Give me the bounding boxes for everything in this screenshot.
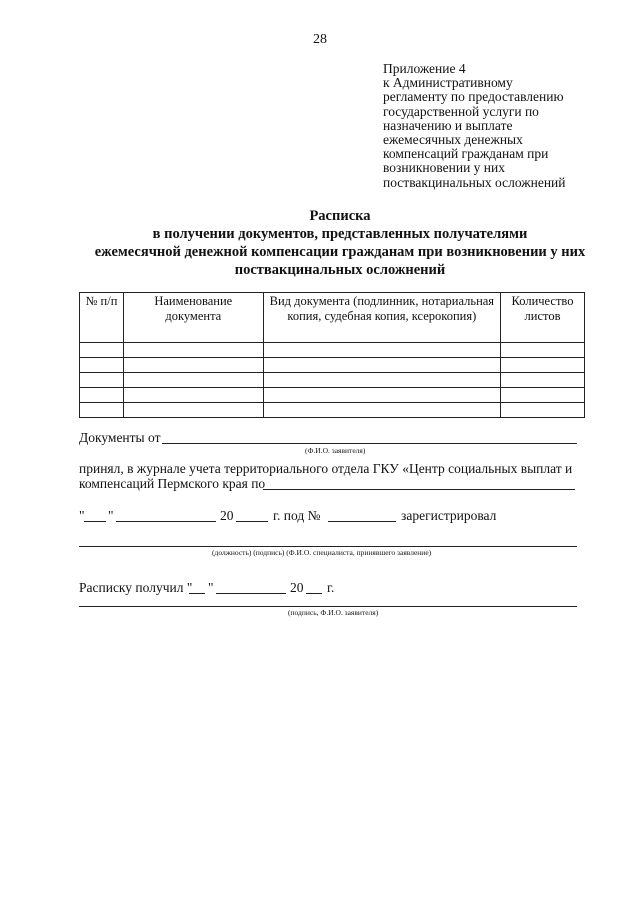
receipt-g: г. [327, 580, 335, 595]
accepted-text-line2: компенсаций Пермского края по [79, 476, 266, 491]
table-row[interactable] [80, 388, 585, 403]
column-header-doc-name: Наименование документа [123, 293, 263, 343]
list-field[interactable] [263, 489, 575, 490]
table-cell[interactable] [263, 373, 500, 388]
month-field[interactable] [116, 521, 216, 522]
specialist-caption: (должность) (подпись) (Ф.И.О. специалиста, принявшего заявление) [212, 548, 432, 557]
column-header-number: № п/п [80, 293, 124, 343]
table-cell[interactable] [263, 343, 500, 358]
table-cell[interactable] [123, 358, 263, 373]
day-field[interactable] [84, 521, 106, 522]
column-header-sheet-count: Количество листов [501, 293, 585, 343]
appendix-line: поствакцинальных осложнений [383, 174, 566, 190]
receipt-day-field[interactable] [189, 593, 205, 594]
table-cell[interactable] [123, 388, 263, 403]
appendix-line: ежемесячных денежных [383, 132, 523, 148]
date-quote-close: " [108, 508, 114, 523]
title-line: ежемесячной денежной компенсации гражданам при возникновении у них [94, 244, 586, 260]
document-title [60, 207, 620, 279]
year-prefix: 20 [220, 508, 234, 523]
table-cell[interactable] [80, 358, 124, 373]
table-cell[interactable] [501, 403, 585, 418]
applicant-name-field[interactable] [162, 443, 577, 444]
accepted-text-line1: принял, в журнале учета территориального отдела ГКУ «Центр социальных выплат и [79, 461, 573, 476]
specialist-signature-field[interactable] [79, 546, 577, 547]
date-quote-open: " [79, 508, 85, 523]
documents-from-label: Документы от [79, 430, 161, 445]
table-cell[interactable] [501, 388, 585, 403]
receipt-year-field[interactable] [306, 593, 322, 594]
registered-label: зарегистрировал [401, 508, 497, 523]
table-cell[interactable] [123, 403, 263, 418]
appendix-line: Приложение 4 [383, 61, 466, 76]
page-number: 28 [313, 32, 327, 47]
applicant-caption: (Ф.И.О. заявителя) [305, 446, 366, 455]
table-cell[interactable] [80, 343, 124, 358]
year-suffix-number-label: г. под № [273, 508, 321, 523]
title-heading: Расписка [309, 208, 371, 224]
title-line: в получении документов, представленных получателями [152, 226, 528, 242]
column-header-doc-type: Вид документа (подлинник, нотариальная копия, судебная копия, ксерокопия) [263, 293, 500, 343]
table-cell[interactable] [501, 358, 585, 373]
table-cell[interactable] [123, 343, 263, 358]
year-field[interactable] [236, 521, 268, 522]
appendix-line: регламенту по предоставлению [383, 89, 564, 105]
receipt-month-field[interactable] [216, 593, 286, 594]
appendix-line: к Административному [383, 75, 513, 91]
table-cell[interactable] [80, 373, 124, 388]
receipt-year-prefix: 20 [290, 580, 304, 595]
table-cell[interactable] [263, 358, 500, 373]
appendix-line: возникновении у них [383, 160, 506, 176]
table-row[interactable] [80, 403, 585, 418]
table-row[interactable] [80, 358, 585, 373]
table-row[interactable] [80, 343, 585, 358]
table-row[interactable] [80, 373, 585, 388]
table-cell[interactable] [80, 403, 124, 418]
appendix-line: назначению и выплате [383, 117, 513, 133]
table-cell[interactable] [80, 388, 124, 403]
table-cell[interactable] [263, 403, 500, 418]
appendix-note [383, 62, 623, 190]
documents-table [79, 292, 585, 418]
title-line: поствакцинальных осложнений [234, 262, 446, 278]
table-header-row [80, 293, 585, 343]
table-cell[interactable] [501, 343, 585, 358]
appendix-line: компенсаций гражданам при [383, 146, 549, 162]
appendix-line: государственной услуги по [383, 103, 539, 119]
registration-number-field[interactable] [328, 521, 396, 522]
receipt-label: Расписку получил " [79, 580, 193, 595]
signature-caption: (подпись, Ф.И.О. заявителя) [288, 608, 379, 617]
receipt-quote-close: " [208, 580, 214, 595]
applicant-signature-field[interactable] [79, 606, 577, 607]
table-cell[interactable] [123, 373, 263, 388]
table-cell[interactable] [501, 373, 585, 388]
table-cell[interactable] [263, 388, 500, 403]
